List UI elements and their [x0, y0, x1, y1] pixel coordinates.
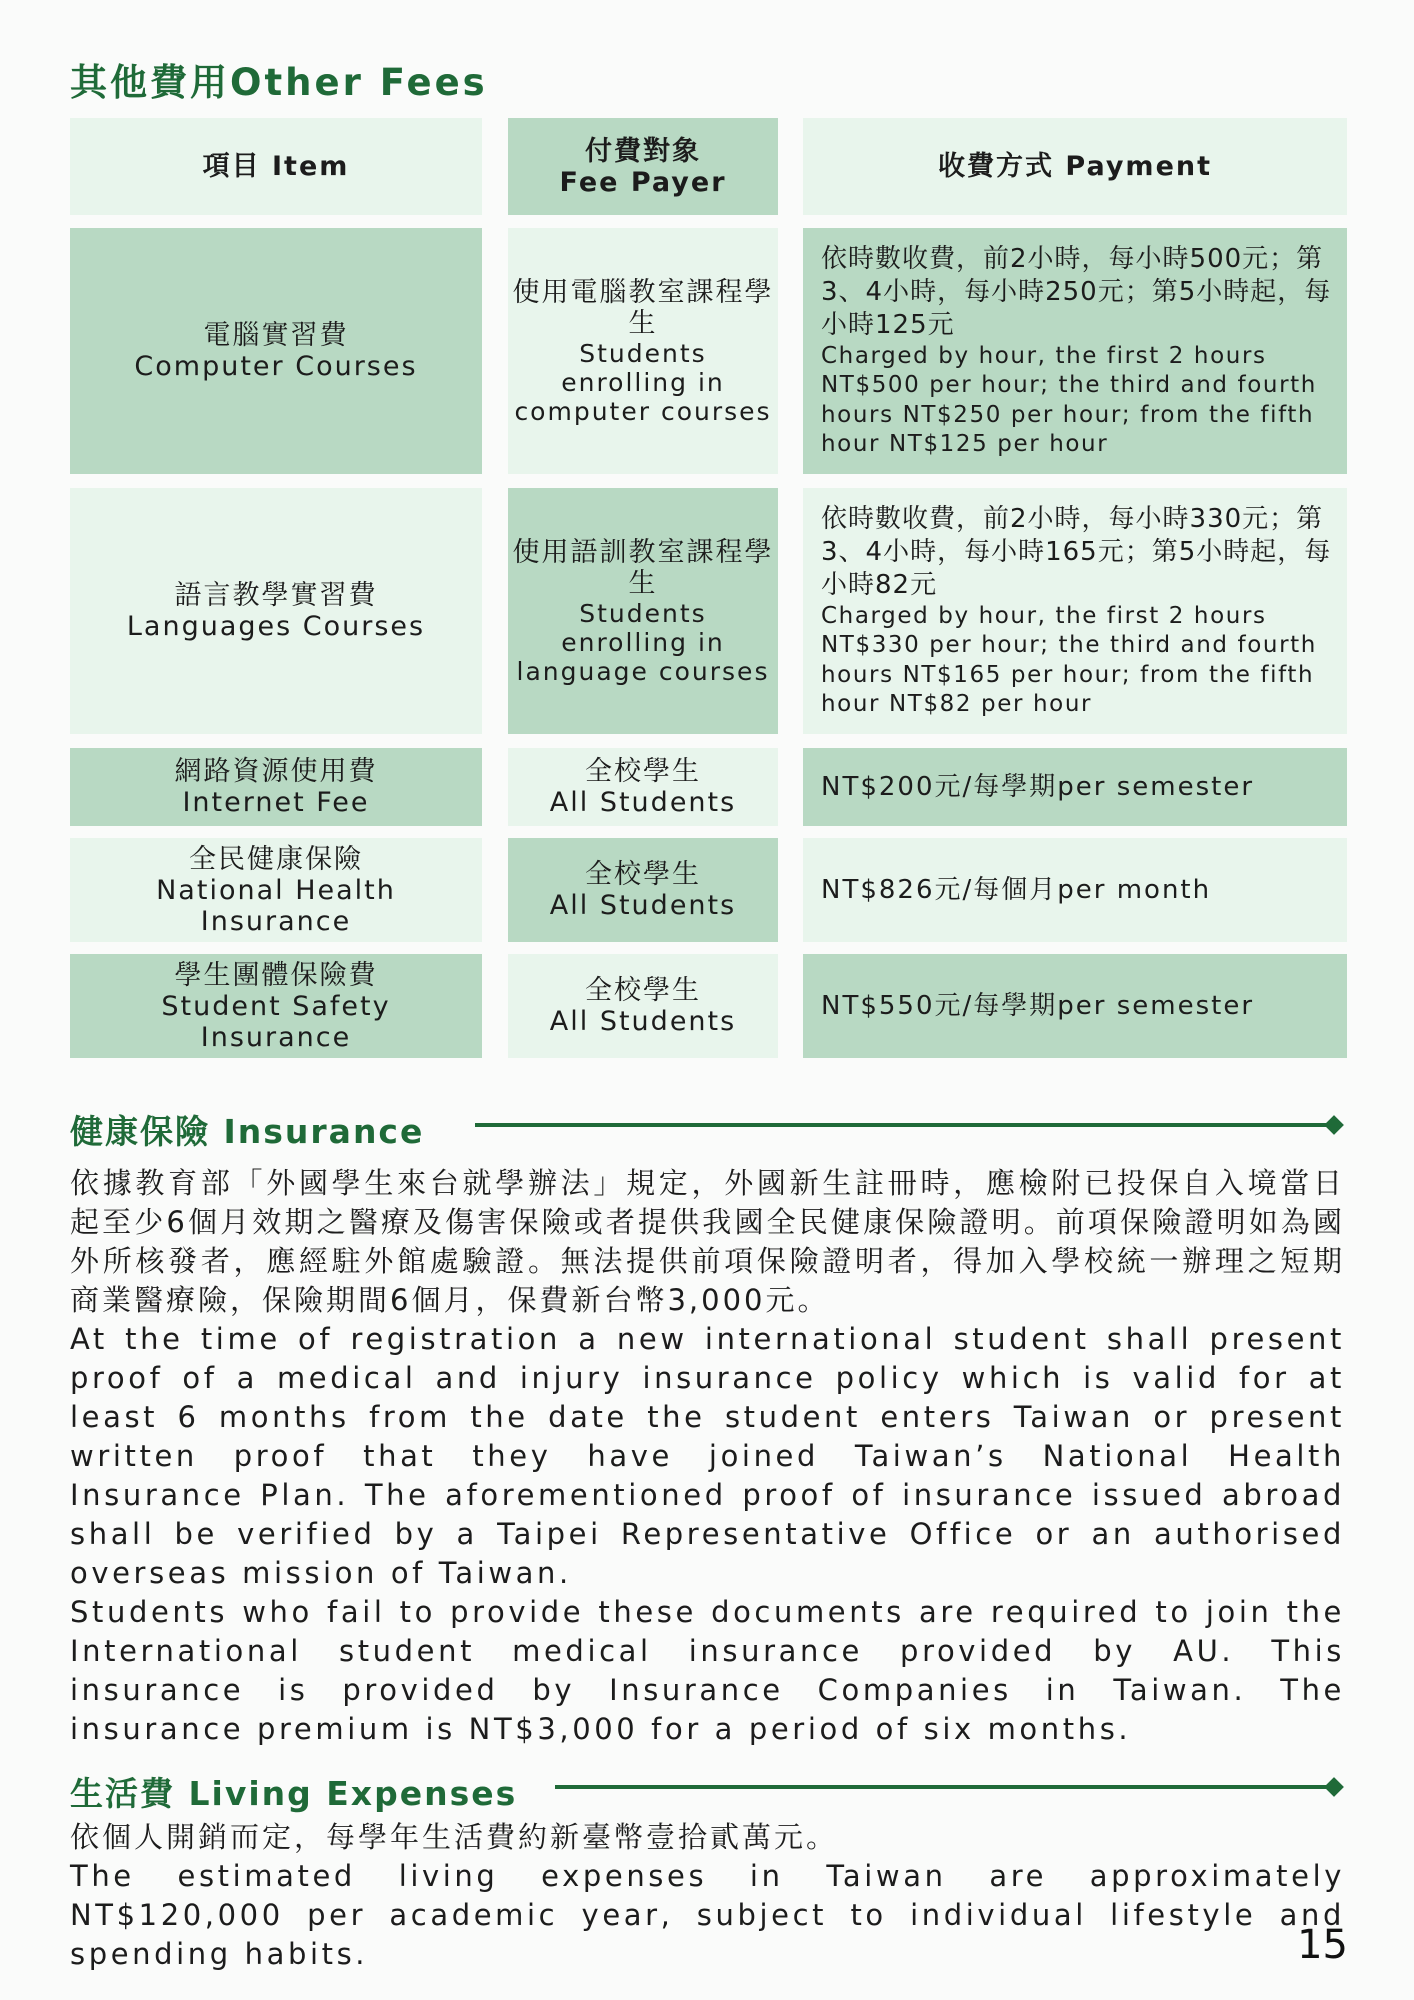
payment-en: Charged by hour, the first 2 hours NT$500 per hour; the third and fourth hours NT$250 per hour; from the fifth hour NT$125 per hour [821, 342, 1317, 457]
payer-en: Students enrolling in language courses [516, 598, 770, 686]
payer-zh: 全校學生 [585, 756, 701, 787]
item-zh: 網路資源使用費 [174, 756, 378, 787]
payment: NT$826元/每個月per month [821, 874, 1212, 905]
insurance-body [70, 1164, 1345, 1749]
header-item-label: 項目 Item [202, 151, 350, 182]
payer-en: All Students [549, 787, 737, 818]
row-computer-payment [803, 228, 1347, 474]
row-language-item [70, 488, 482, 734]
page-title: 其他費用Other Fees [70, 61, 488, 104]
payment-zh: 依時數收費，前2小時，每小時500元；第3、4小時，每小時250元；第5小時起，每小時125元 [821, 243, 1332, 340]
insurance-divider-end [1324, 1115, 1344, 1135]
row-health-payer [508, 838, 778, 942]
row-internet-item [70, 748, 482, 826]
payer-zh: 使用語訓教室課程學生 [512, 536, 774, 599]
item-zh: 全民健康保險 [189, 843, 363, 875]
payer-en: All Students [549, 890, 737, 921]
payer-zh: 全校學生 [585, 859, 701, 890]
row-safety-payer [508, 954, 778, 1058]
row-health-item [70, 838, 482, 942]
item-en: National Health Insurance [156, 874, 396, 937]
payer-en: All Students [549, 1006, 737, 1037]
payment: NT$550元/每學期per semester [821, 990, 1255, 1021]
header-payment [803, 118, 1347, 215]
payer-zh: 使用電腦教室課程學生 [512, 276, 774, 339]
payer-zh: 全校學生 [585, 975, 701, 1006]
living-body [70, 1818, 1345, 1974]
item-en: Student Safety Insurance [161, 990, 391, 1053]
row-language-payer [508, 488, 778, 734]
item-en: Computer Courses [134, 351, 418, 382]
living-divider [555, 1785, 1333, 1789]
payment: NT$200元/每學期per semester [821, 771, 1255, 802]
living-en: The estimated living expenses in Taiwan are approximately NT$120,000 per academic year, subject to individual lifestyle and spending habits. [70, 1859, 1345, 1971]
item-en: Languages Courses [126, 611, 426, 642]
row-health-payment [803, 838, 1347, 942]
living-zh: 依個人開銷而定，每學年生活費約新臺幣壹拾貳萬元。 [70, 1820, 839, 1854]
payer-en: Students enrolling in computer courses [514, 338, 772, 426]
row-language-payment [803, 488, 1347, 734]
item-en: Internet Fee [182, 787, 370, 818]
living-divider-end [1324, 1777, 1344, 1797]
insurance-divider [475, 1123, 1333, 1127]
row-internet-payer [508, 748, 778, 826]
item-zh: 學生團體保險費 [174, 959, 378, 991]
row-computer-item [70, 228, 482, 474]
header-payment-label: 收費方式 Payment [937, 151, 1213, 182]
payment-en: Charged by hour, the first 2 hours NT$330 per hour; the third and fourth hours NT$165 per hour; from the fifth hour NT$82 per hour [821, 602, 1317, 717]
row-internet-payment [803, 748, 1347, 826]
insurance-en-1: At the time of registration a new international student shall present proof of a medical and injury insurance policy which is valid for at least 6 months from the date the student enters Taiwan or present written proof that they have joined Taiwan’s National Health Insurance Plan. The aforementioned proof of insurance issued abroad shall be verified by a Taipei Representative Office or an authorised overseas mission of Taiwan. [70, 1322, 1345, 1590]
header-fee-payer [508, 118, 778, 215]
row-safety-payment [803, 954, 1347, 1058]
living-heading: 生活費 Living Expenses [70, 1774, 518, 1813]
header-fee-payer-zh: 付費對象 [585, 135, 701, 167]
payment-zh: 依時數收費，前2小時，每小時330元；第3、4小時，每小時165元；第5小時起，每小時82元 [821, 503, 1332, 600]
page-number: 15 [1297, 1922, 1348, 1968]
item-zh: 語言教學實習費 [174, 580, 378, 611]
insurance-heading: 健康保險 Insurance [70, 1112, 425, 1151]
row-computer-payer [508, 228, 778, 474]
insurance-zh: 依據教育部「外國學生來台就學辦法」規定，外國新生註冊時，應檢附已投保自入境當日起至少6個月效期之醫療及傷害保險或者提供我國全民健康保險證明。前項保險證明如為國外所核發者，應經駐外館處驗證。無法提供前項保險證明者，得加入學校統一辦理之短期商業醫療險，保險期間6個月，保費新台幣3,000元。 [70, 1166, 1345, 1317]
header-item [70, 118, 482, 215]
header-fee-payer-en: Fee Payer [559, 166, 727, 198]
row-safety-item [70, 954, 482, 1058]
insurance-en-2: Students who fail to provide these documents are required to join the International student medical insurance provided by AU. This insurance is provided by Insurance Companies in Taiwan. The insurance premium is NT$3,000 for a period of six months. [70, 1595, 1345, 1746]
item-zh: 電腦實習費 [203, 320, 349, 351]
